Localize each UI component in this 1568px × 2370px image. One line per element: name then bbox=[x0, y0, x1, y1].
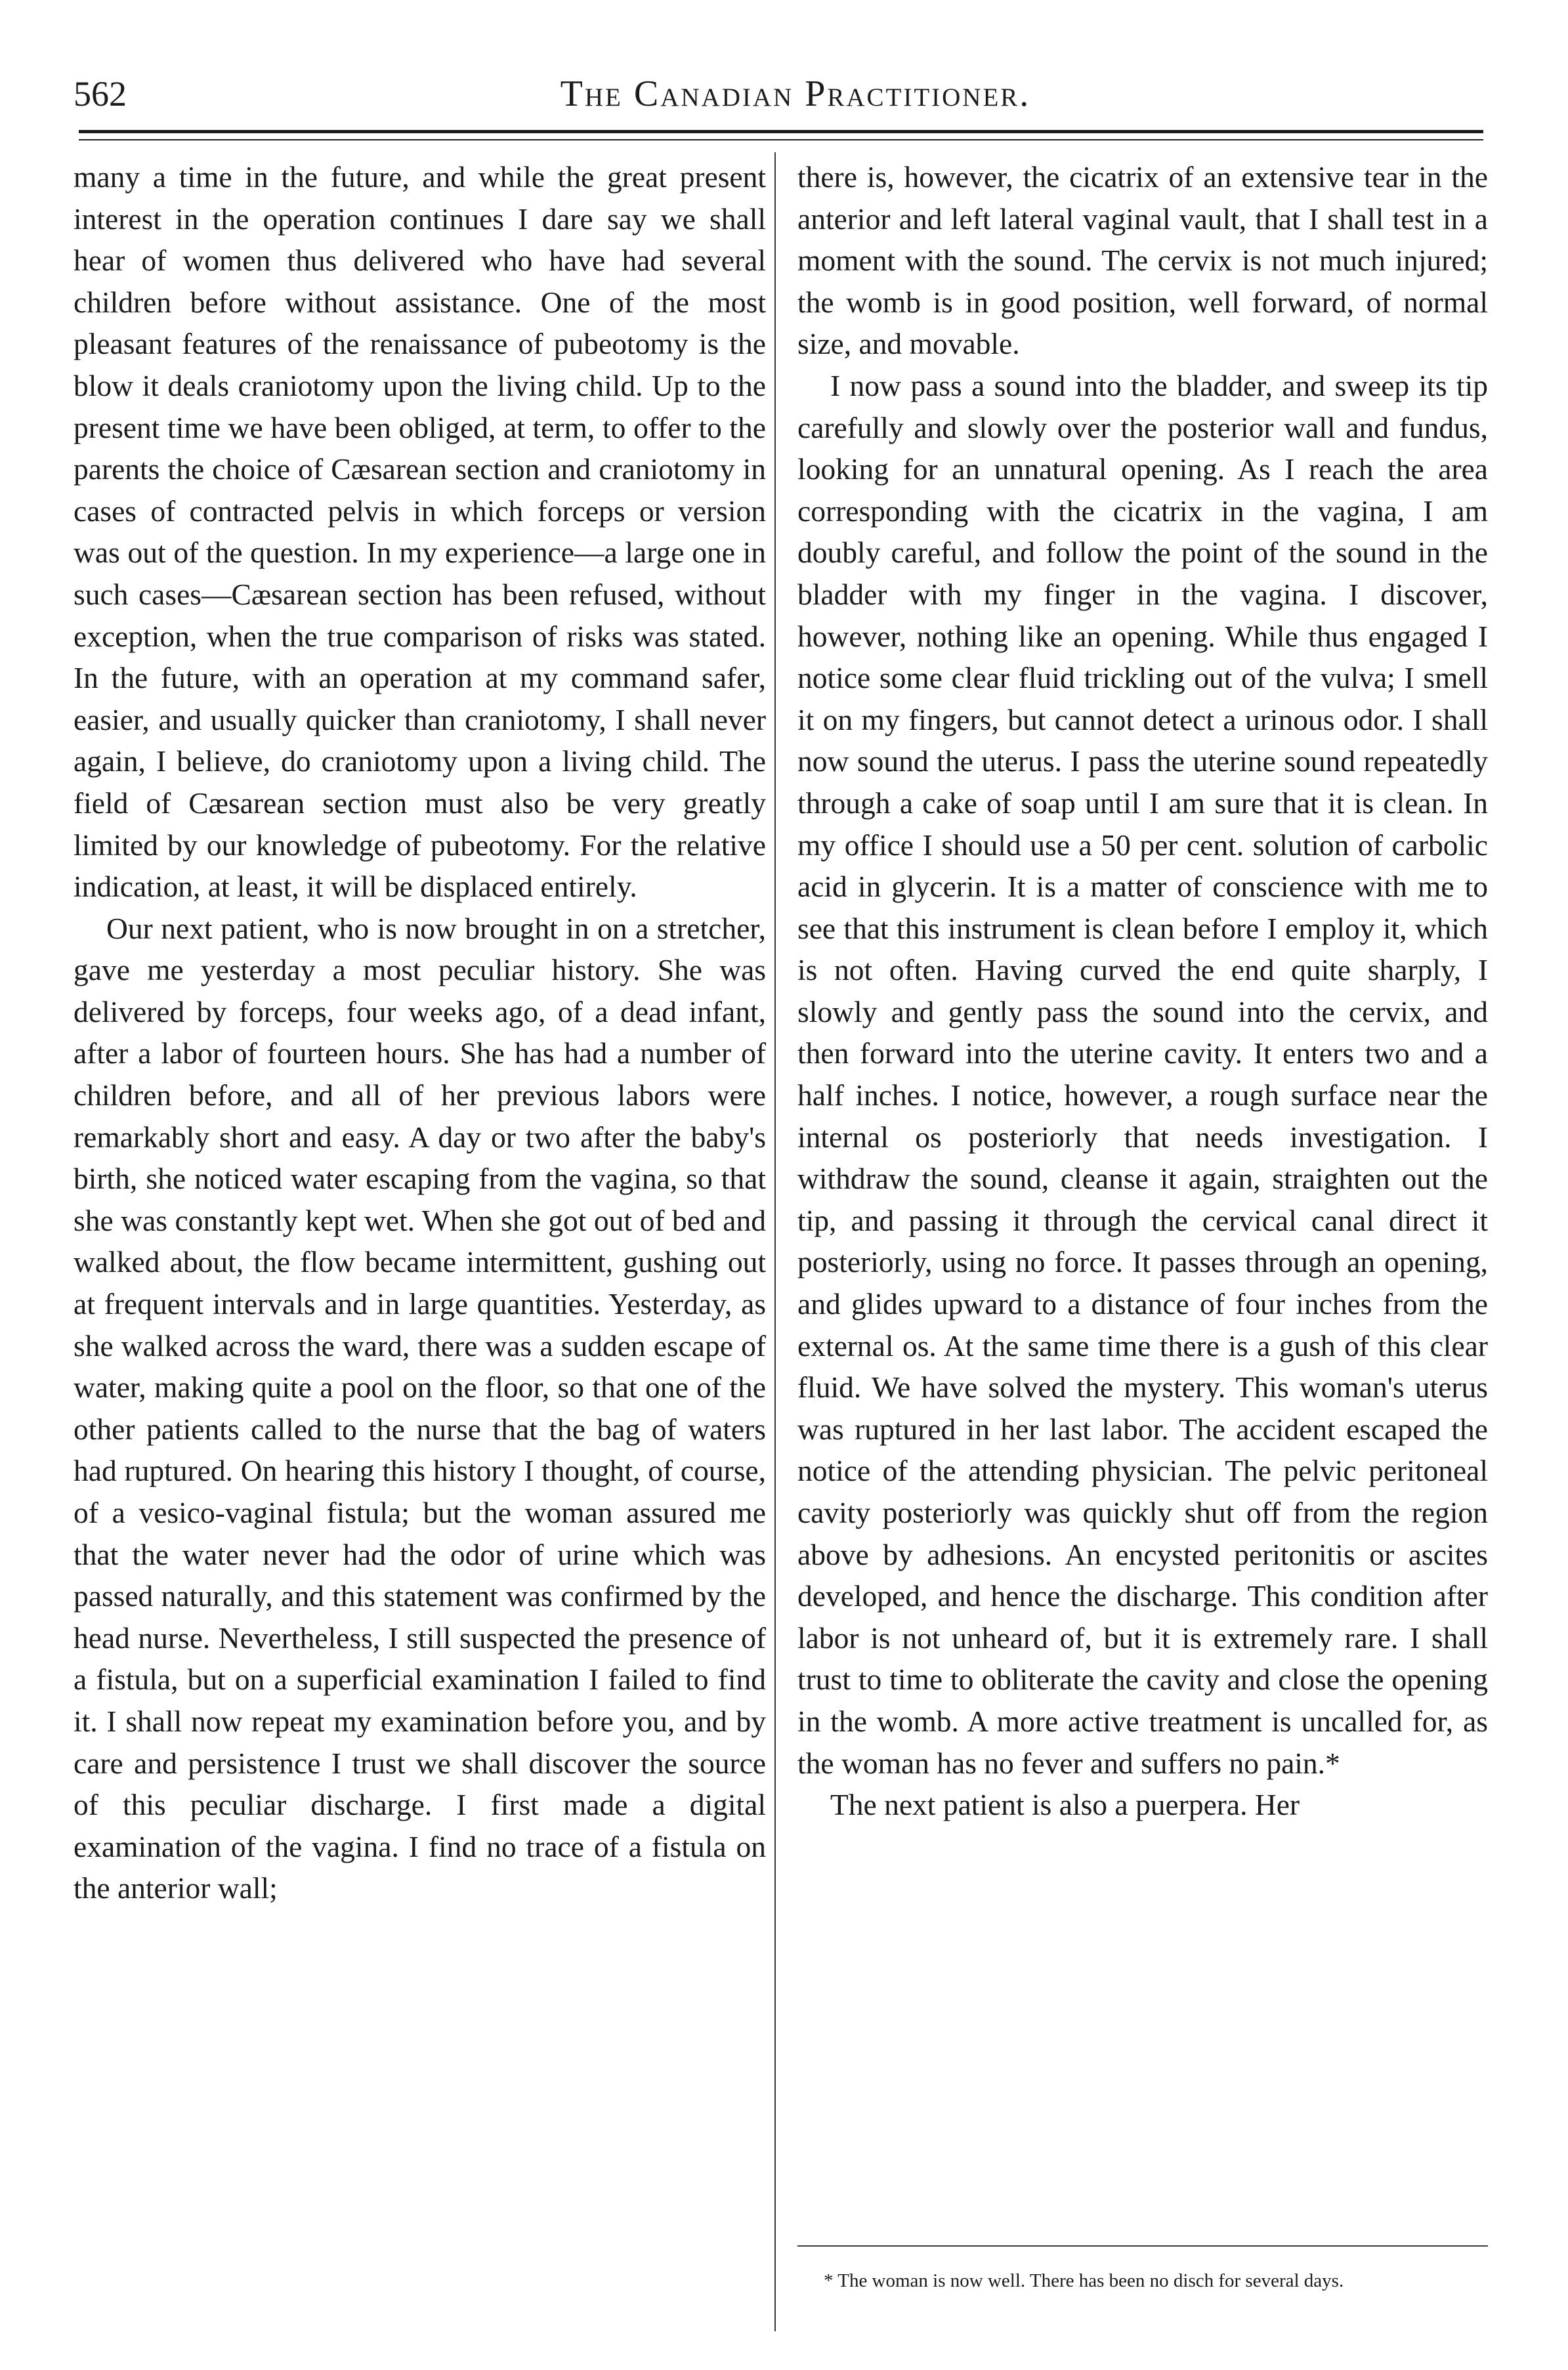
footnote-rule bbox=[797, 2245, 1488, 2247]
page-number: 562 bbox=[74, 74, 127, 114]
journal-title: The Canadian Practitioner. bbox=[560, 74, 1031, 114]
right-paragraph-1: there is, however, the cicatrix of an extensive tear in the anterior and left lateral vaginal vault, that I shall test in a moment with the sound. The cervix is not much injured; the womb is in good position, well forward, of normal size, and movable. bbox=[797, 160, 1488, 361]
footnote: * The woman is now well. There has been no disch for several days. bbox=[824, 2270, 1344, 2291]
column-divider bbox=[774, 152, 776, 2331]
header-rule-thin bbox=[79, 139, 1483, 140]
left-paragraph-2: Our next patient, who is now brought in on a stretcher, gave me yesterday a most peculiar history. She was delivered by forceps, four weeks ago, of a dead infant, after a labor of fourteen hours. She has had a number of children before, and all of her previous labors were remarkably short and easy. A day or two after the baby's birth, she noticed water escaping from the vagina, so that she was constantly kept wet. When she got out of bed and walked about, the flow became intermittent, gushing out at frequent intervals and in large quantities. Yesterday, as she walked across the ward, there was a sudden escape of water, making quite a pool on the floor, so that one of the other patients called to the nurse that the bag of waters had ruptured. On hearing this history I thought, of course, of a vesico-vaginal fistula; but the woman assured me that the water never had the odor of urine which was passed naturally, and this statement was confirmed by the head nurse. Nevertheless, I still suspected the presence of a fistula, but on a superficial examination I failed to find it. I shall now repeat my examination before you, and by care and persistence I trust we shall discover the source of this peculiar discharge. I first made a digital examination of the vagina. I find no trace of a fistula on the anterior wall; bbox=[74, 911, 766, 1905]
running-head bbox=[74, 71, 1485, 123]
right-paragraph-2: I now pass a sound into the bladder, and sweep its tip carefully and slowly over the posterior wall and fundus, looking for an unnatural opening. As I reach the area corresponding with the cicatrix in the vagina, I am doubly careful, and follow the point of the sound in the bladder with my finger in the vagina. I discover, however, nothing like an opening. While thus engaged I notice some clear fluid trickling out of the vulva; I smell it on my fingers, but cannot detect a urinous odor. I shall now sound the uterus. I pass the uterine sound repeatedly through a cake of soap until I am sure that it is clean. In my office I should use a 50 per cent. solution of carbolic acid in glycerin. It is a matter of conscience with me to see that this instrument is clean before I employ it, which is not often. Having curved the end quite sharply, I slowly and gently pass the sound into the cervix, and then forward into the uterine cavity. It enters two and a half inches. I notice, however, a rough surface near the internal os posteriorly that needs investigation. I withdraw the sound, cleanse it again, straighten out the tip, and passing it through the cervical canal direct it posteriorly, using no force. It passes through an opening, and glides upward to a distance of four inches from the external os. At the same time there is a gush of this clear fluid. We have solved the mystery. This woman's uterus was ruptured in her last labor. The accident escaped the notice of the attending physician. The pelvic peritoneal cavity posteriorly was quickly shut off from the region above by adhesions. An encysted peritonitis or ascites developed, and hence the discharge. This condition after labor is not unheard of, but it is extremely rare. I shall trust to time to obliterate the cavity and close the opening in the womb. A more active treatment is uncalled for, as the woman has no fever and suffers no pain.* bbox=[797, 368, 1488, 1780]
right-paragraph-3: The next patient is also a puerpera. Her bbox=[830, 1788, 1300, 1822]
left-column bbox=[74, 156, 766, 1909]
right-column bbox=[797, 156, 1488, 1826]
header-rule-thick bbox=[79, 130, 1483, 133]
left-paragraph-1: many a time in the future, and while the great present interest in the operation continues I dare say we shall hear of women thus delivered who have had several children before without assistance. One of the most pleasant features of the renaissance of pubeotomy is the blow it deals craniotomy upon the living child. Up to the present time we have been obliged, at term, to offer to the parents the choice of Cæsarean section and craniotomy in cases of contracted pelvis in which forceps or version was out of the question. In my experience—a large one in such cases—Cæsarean section has been refused, without exception, when the true comparison of risks was stated. In the future, with an operation at my command safer, easier, and usually quicker than craniotomy, I shall never again, I believe, do craniotomy upon a living child. The field of Cæsarean section must also be very greatly limited by our knowledge of pubeotomy. For the relative indication, at least, it will be displaced entirely. bbox=[74, 160, 766, 904]
